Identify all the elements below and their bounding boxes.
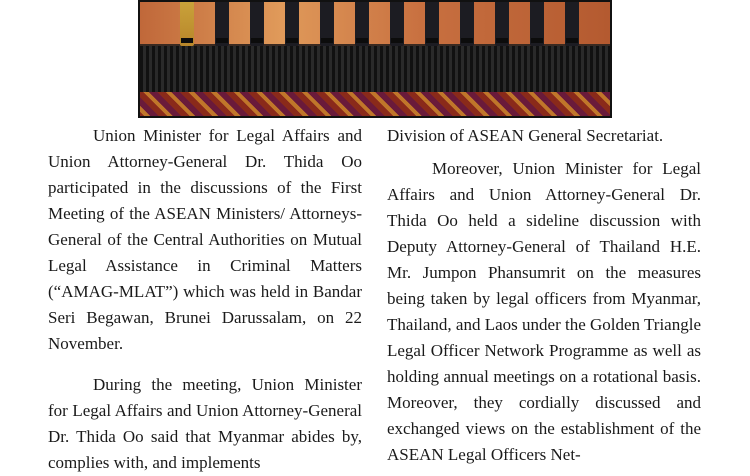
photo-person xyxy=(390,2,404,46)
photo-person xyxy=(250,2,264,46)
photo-person xyxy=(495,2,509,46)
photo-person xyxy=(530,2,544,46)
photo-person xyxy=(460,2,474,46)
photo-person xyxy=(285,2,299,46)
right-paragraph-2: Moreover, Union Minister for Legal Affairs and Union Attorney-General Dr. Thida Oo held a sideline discussion with Deputy Attorney-General of Thailand H.E. Mr. Jumpon Phansumrit on the measures being taken by legal officers from Myanmar, Thailand, and Laos under the Golden Triangle Legal Officer Network Programme as well as holding annual meetings on a rotational basis. Moreover, they cordially discussed and exchanged views on the establishment of the ASEAN Legal Officers Net- xyxy=(387,159,701,464)
left-paragraph-1: Union Minister for Legal Affairs and Union Attorney-General Dr. Thida Oo participated in the discussions of the First Meeting of the ASEAN Ministers/ Attorneys-General of the Central Authorities on Mutual Legal Assistance in Criminal Matters (“AMAG-MLAT”) which was held in Bandar Seri Begawan, Brunei Darussalam, on 22 November. xyxy=(48,126,362,353)
photo-person xyxy=(320,2,334,46)
photo-person xyxy=(355,2,369,46)
photo-person xyxy=(565,2,579,46)
photo-person xyxy=(215,2,229,46)
right-paragraph-1: Division of ASEAN General Secretariat. xyxy=(387,126,664,145)
photo-person xyxy=(425,2,439,46)
photo-person xyxy=(180,2,194,46)
photo-stage xyxy=(140,46,610,92)
right-column xyxy=(387,123,701,468)
left-paragraph-2: During the meeting, Union Minister for Legal Affairs and Union Attorney-General Dr. Thida Oo said that Myanmar abides by, complies with, and implements xyxy=(48,375,362,472)
photo-carpet xyxy=(140,92,610,118)
left-column xyxy=(48,123,362,476)
group-photo xyxy=(138,0,612,118)
